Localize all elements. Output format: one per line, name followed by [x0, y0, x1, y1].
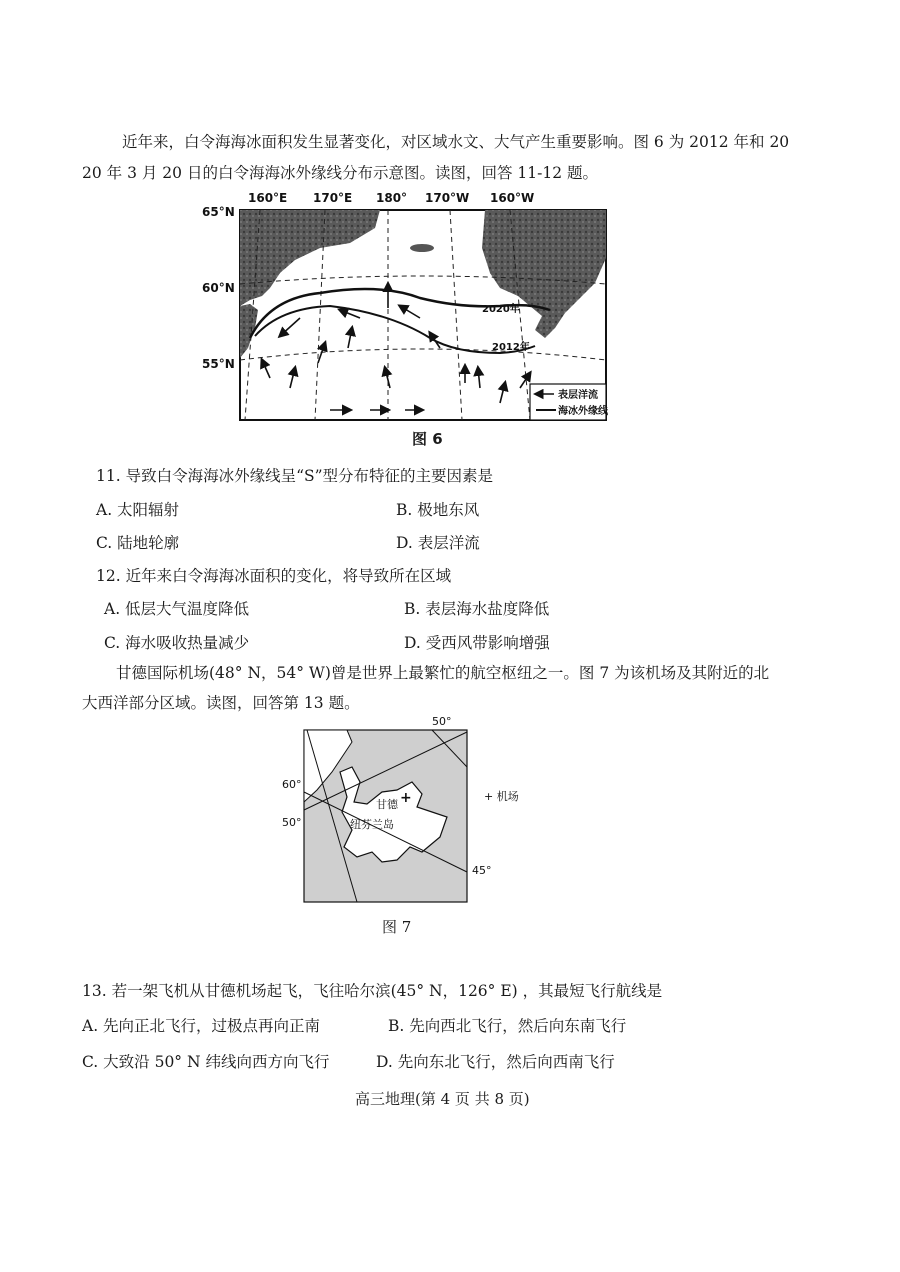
map7-label-gander: 甘德 — [376, 798, 398, 811]
map7-label-60: 60° — [282, 778, 302, 791]
lon-label-160w: 160°W — [490, 191, 535, 205]
map7-label-newfoundland: 纽芬兰岛 — [350, 818, 394, 831]
question-13-option-c: C. 大致沿 50° N 纬线向西方向飞行 — [82, 1053, 330, 1071]
question-13-option-d: D. 先向东北飞行，然后向西南飞行 — [376, 1053, 615, 1071]
lat-label-60n: 60°N — [202, 281, 235, 295]
question-11-stem: 11. 导致白令海海冰外缘线呈“S”型分布特征的主要因素是 — [96, 467, 494, 485]
lat-label-65n: 65°N — [202, 205, 235, 219]
lat-label-55n: 55°N — [202, 357, 235, 371]
question-12-option-d: D. 受西风带影响增强 — [404, 634, 550, 652]
question-11-option-c: C. 陆地轮廓 — [96, 534, 180, 552]
question-11-option-d: D. 表层洋流 — [396, 534, 480, 552]
question-13-stem: 13. 若一架飞机从甘德机场起飞，飞往哈尔滨(45° N，126° E) ，其最短飞行航线是 — [82, 982, 663, 1000]
legend-ice-label: 海冰外缘线 — [558, 406, 608, 417]
lon-label-170w: 170°W — [425, 191, 470, 205]
question-11-option-b: B. 极地东风 — [396, 501, 480, 519]
question-11-option-a: A. 太阳辐射 — [96, 501, 180, 519]
legend-current-label: 表层洋流 — [558, 390, 598, 401]
label-2020: 2020年 — [482, 304, 520, 315]
question-13-option-b: B. 先向西北飞行，然后向东南飞行 — [388, 1017, 627, 1035]
airport-marker-icon: + — [400, 790, 412, 806]
map7-label-45: 45° — [472, 864, 492, 877]
figure-7-caption: 图 7 — [382, 918, 412, 936]
figure-6-caption: 图 6 — [412, 430, 443, 448]
page-footer: 高三地理(第 4 页 共 8 页) — [355, 1090, 530, 1108]
question-12-option-b: B. 表层海水盐度降低 — [404, 600, 550, 618]
lon-label-170e: 170°E — [313, 191, 353, 205]
intro-paragraph-line-1: 近年来，白令海海冰面积发生显著变化，对区域水文、大气产生重要影响。图 6 为 2012 年和 20 — [122, 133, 790, 151]
lon-label-180: 180° — [376, 191, 408, 205]
map7-label-50-top: 50° — [432, 715, 452, 728]
intro-paragraph-line-2: 20 年 3 月 20 日的白令海海冰外缘线分布示意图。读图，回答 11-12 题。 — [82, 164, 598, 182]
question-13-option-a: A. 先向正北飞行，过极点再向正南 — [82, 1017, 321, 1035]
question-12-option-a: A. 低层大气温度降低 — [104, 600, 250, 618]
lon-label-160e: 160°E — [248, 191, 288, 205]
map7-label-50-left: 50° — [282, 816, 302, 829]
question-12-option-c: C. 海水吸收热量减少 — [104, 634, 250, 652]
intro2-paragraph-line-2: 大西洋部分区域。读图，回答第 13 题。 — [82, 694, 360, 712]
question-12-stem: 12. 近年来白令海海冰面积的变化，将导致所在区域 — [96, 567, 452, 585]
st-lawrence-island — [410, 244, 434, 252]
figure-6-bering-sea-map — [200, 188, 620, 424]
label-2012: 2012年 — [492, 342, 530, 353]
map7-legend-airport: + 机场 — [484, 790, 519, 803]
intro2-paragraph-line-1: 甘德国际机场(48° N，54° W)曾是世界上最繁忙的航空枢纽之一。图 7 为该机场及其附近的北 — [116, 664, 770, 682]
figure-7-newfoundland-map — [272, 712, 542, 912]
